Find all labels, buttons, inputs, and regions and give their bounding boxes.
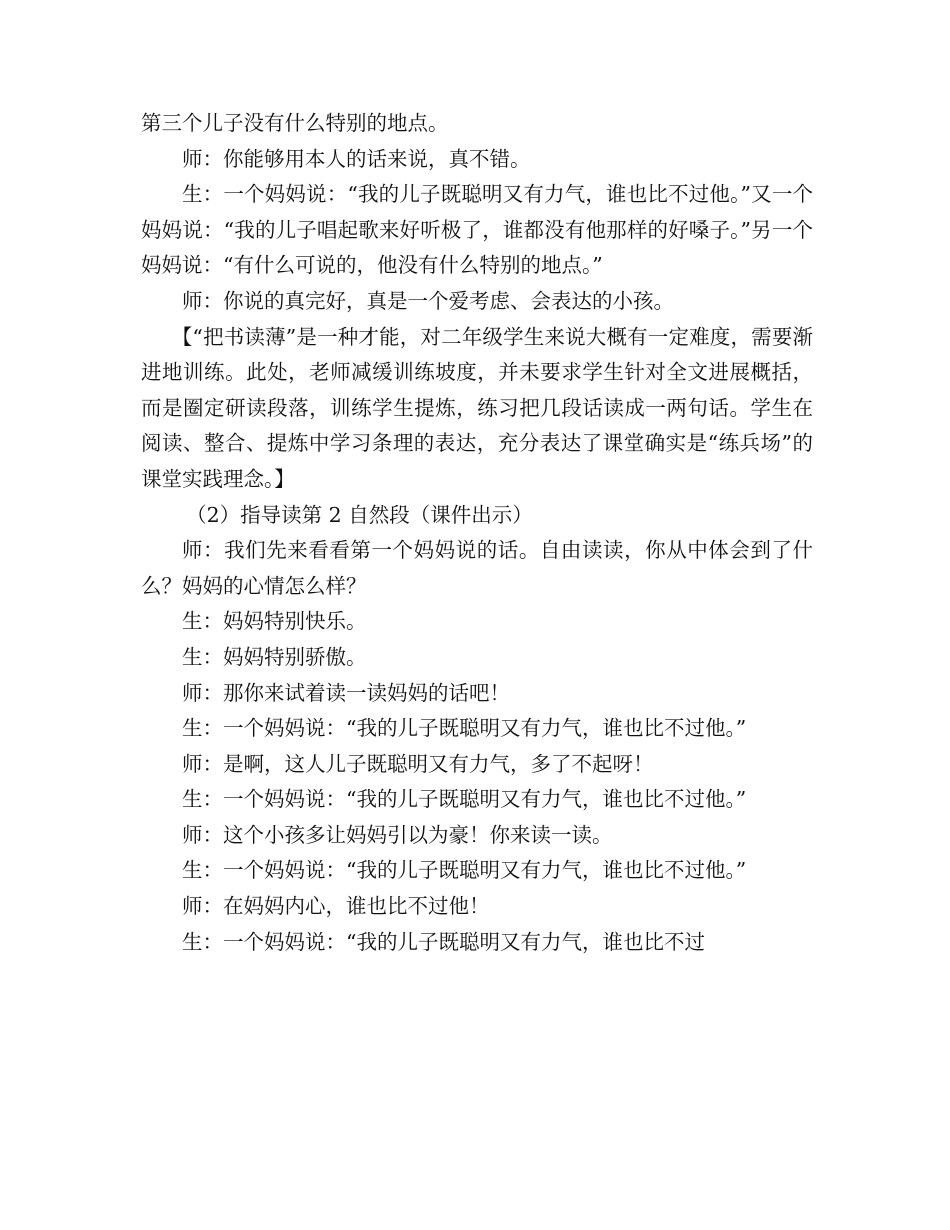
paragraph: 师：在妈妈内心，谁也比不过他！ [182,894,490,919]
paragraph: 师：你说的真完好，真是一个爱考虑、会表达的小孩。 [182,288,674,313]
commentary-paragraph: 【“把书读薄”是一种才能，对二年级学生来说大概有一定难度，需要渐进地训练。此处，老师减缓训练坡度，并未要求学生针对全文进展概括，而是圈定研读段落，训练学生提炼，练习把几段话读成一两句话。学生在阅读、整合、提炼中学习条理的表达，充分表达了课堂确实是“练兵场”的课堂实践理念。】 [141,324,813,491]
paragraph: 生：一个妈妈说：“我的儿子既聪明又有力气，谁也比不过他。”又一个妈妈说：“我的儿子唱起歌来好听极了，谁都没有他那样的好嗓子。”另一个妈妈说：“有什么可说的，他没有什么特别的地点。” [141,182,813,278]
paragraph: 生：一个妈妈说：“我的儿子既聪明又有力气，谁也比不过 [182,929,705,954]
paragraph: 师：这个小孩多让妈妈引以为豪！你来读一读。 [182,822,613,847]
paragraph: 师：那你来试着读一读妈妈的话吧！ [182,680,510,705]
paragraph: 师：是啊，这人儿子既聪明又有力气，多了不起呀！ [182,751,654,776]
paragraph: 生：一个妈妈说：“我的儿子既聪明又有力气，谁也比不过他。” [182,858,747,883]
section-heading: （2）指导读第 2 自然段（课件出示） [186,502,533,527]
paragraph: 生：一个妈妈说：“我的儿子既聪明又有力气，谁也比不过他。” [182,787,747,812]
paragraph: 师：我们先来看看第一个妈妈说的话。自由读读，你从中体会到了什么？妈妈的心情怎么样？ [141,538,813,598]
paragraph: 生：妈妈特别快乐。 [182,609,367,634]
paragraph: 生：一个妈妈说：“我的儿子既聪明又有力气，谁也比不过他。” [182,716,747,741]
paragraph: 第三个儿子没有什么特别的地点。 [141,111,449,135]
document-body [141,106,813,960]
paragraph: 师：你能够用本人的话来说，真不错。 [182,146,531,171]
paragraph: 生：妈妈特别骄傲。 [182,644,367,669]
